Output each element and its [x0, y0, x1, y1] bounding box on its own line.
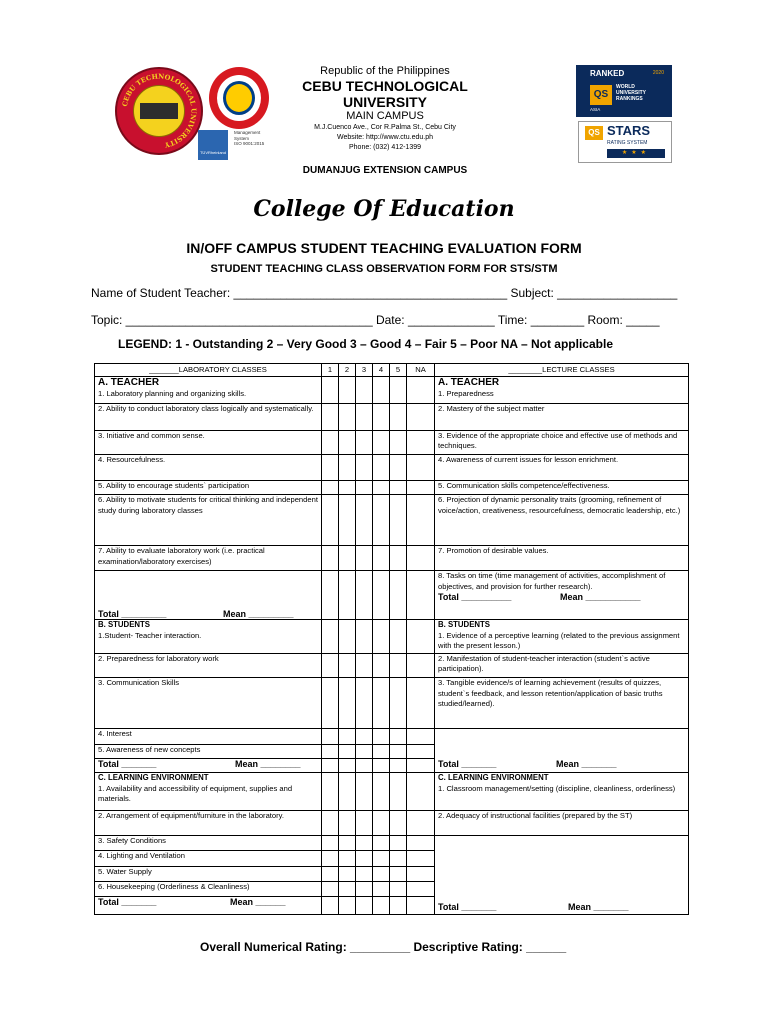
lab-b-item: 2. Preparedness for laboratory work	[95, 653, 322, 678]
website-text: Website: http://www.ctu.edu.ph	[337, 134, 433, 141]
score-cell[interactable]	[373, 571, 390, 620]
score-cell[interactable]	[339, 729, 356, 744]
lec-section-c: C. LEARNING ENVIRONMENT	[438, 773, 549, 783]
table-row	[95, 835, 689, 850]
lec-total-c: Total _______	[438, 901, 497, 912]
score-cell[interactable]	[407, 653, 435, 678]
scale-3: 3	[356, 364, 373, 377]
score-cell[interactable]	[390, 882, 407, 897]
table-row	[95, 377, 689, 404]
score-cell[interactable]	[356, 430, 373, 455]
table-row	[95, 653, 689, 678]
main-campus-text: MAIN CAMPUS	[346, 110, 424, 122]
ranked-label: RANKED	[590, 69, 625, 78]
score-cell[interactable]	[322, 744, 339, 758]
score-cell[interactable]	[407, 835, 435, 850]
lab-c-cell	[95, 773, 322, 811]
score-cell[interactable]	[322, 620, 339, 653]
score-cell[interactable]	[339, 835, 356, 850]
lec-a-item: 2. Mastery of the subject matter	[435, 403, 689, 430]
score-cell[interactable]	[407, 729, 435, 744]
score-cell[interactable]	[390, 430, 407, 455]
score-cell[interactable]	[356, 678, 373, 729]
lab-a-item: 6. Ability to motivate students for critical thinking and independent study during laboratory classes	[95, 495, 322, 546]
qs-mark: QS	[590, 85, 612, 105]
lab-b-item: 4. Interest	[95, 729, 322, 744]
lec-mean-a: Mean ___________	[560, 592, 641, 602]
table-row	[95, 455, 689, 481]
table-row	[95, 811, 689, 836]
topic-line: Topic: _____________________________________ Date: _____________ Time: ________ Room: _____	[91, 313, 660, 327]
score-cell[interactable]	[373, 744, 390, 758]
score-cell[interactable]	[322, 866, 339, 881]
score-cell[interactable]	[339, 480, 356, 494]
score-cell[interactable]	[373, 851, 390, 866]
score-cell[interactable]	[407, 620, 435, 653]
lec-total-b: Total _______	[438, 758, 497, 769]
score-cell[interactable]	[322, 811, 339, 836]
score-cell[interactable]	[322, 455, 339, 481]
score-cell[interactable]	[322, 851, 339, 866]
lab-a-item: 3. Initiative and common sense.	[95, 430, 322, 455]
score-cell[interactable]	[373, 546, 390, 571]
score-cell[interactable]	[390, 811, 407, 836]
score-cell[interactable]	[339, 653, 356, 678]
score-cell[interactable]	[373, 678, 390, 729]
score-cell[interactable]	[322, 546, 339, 571]
score-cell[interactable]	[390, 835, 407, 850]
lab-a-item: 5. Ability to encourage students` participation	[95, 480, 322, 494]
qs-stars-mark: QS	[585, 126, 603, 140]
score-cell[interactable]	[356, 377, 373, 404]
score-cell[interactable]	[356, 546, 373, 571]
score-cell[interactable]	[356, 571, 373, 620]
score-cell[interactable]	[407, 759, 435, 773]
score-cell[interactable]	[322, 678, 339, 729]
score-cell[interactable]	[390, 377, 407, 404]
score-cell[interactable]	[390, 653, 407, 678]
score-cell[interactable]	[373, 759, 390, 773]
score-cell[interactable]	[390, 403, 407, 430]
table-row	[95, 430, 689, 455]
score-cell[interactable]	[356, 866, 373, 881]
score-cell[interactable]	[390, 495, 407, 546]
score-cell[interactable]	[322, 480, 339, 494]
lec-c-item: 2. Adequacy of instructional facilities (prepared by the ST)	[435, 811, 689, 836]
lec-a-item: 1. Preparedness	[438, 389, 494, 399]
lab-c-item: 5. Water Supply	[95, 866, 322, 881]
score-cell[interactable]	[407, 773, 435, 811]
lec-a-last-cell	[435, 571, 689, 620]
lab-c-item: 4. Lighting and Ventilation	[95, 851, 322, 866]
lab-a-item: 7. Ability to evaluate laboratory work (i.e. practical examination/laboratory exercises)	[95, 546, 322, 571]
stars-sub: RATING SYSTEM	[607, 140, 648, 146]
score-cell[interactable]	[407, 744, 435, 758]
lab-total-b: Total _______	[98, 759, 157, 770]
stars-rating: ★★★	[607, 149, 665, 158]
score-cell[interactable]	[339, 897, 356, 915]
rating-legend: LEGEND: 1 - Outstanding 2 – Very Good 3 – Good 4 – Fair 5 – Poor NA – Not applicable	[118, 337, 613, 351]
table-row	[95, 678, 689, 729]
table-row	[95, 480, 689, 494]
lab-b-item: 5. Awareness of new concepts	[95, 744, 322, 758]
lec-b-total-cell	[435, 729, 689, 773]
score-cell[interactable]	[356, 495, 373, 546]
lec-total-a: Total __________	[438, 592, 512, 602]
lab-c-total-cell	[95, 897, 322, 915]
scale-2: 2	[339, 364, 356, 377]
student-teacher-line: Name of Student Teacher: _________________________________________ Subject: __________________	[91, 286, 678, 300]
ranked-year: 2020	[652, 70, 664, 76]
lab-mean-c: Mean ______	[230, 897, 286, 908]
score-cell[interactable]	[339, 620, 356, 653]
lec-b-item: 2. Manifestation of student-teacher interaction (student`s active participation).	[435, 653, 689, 678]
lecture-classes-header: ________LECTURE CLASSES	[435, 364, 689, 377]
score-cell[interactable]	[390, 678, 407, 729]
score-cell[interactable]	[339, 851, 356, 866]
score-cell[interactable]	[407, 897, 435, 915]
score-cell[interactable]	[407, 403, 435, 430]
lec-a-item: 8. Tasks on time (time management of activities, accomplishment of objectives, and provision for further research).	[438, 571, 666, 591]
seal-center	[133, 85, 185, 137]
score-cell[interactable]	[373, 653, 390, 678]
lab-a-total-cell	[95, 571, 322, 620]
lab-a-item: 1. Laboratory planning and organizing skills.	[98, 389, 247, 399]
lec-a-item: 6. Projection of dynamic personality traits (grooming, refinement of voice/action, creativeness, resourcefulness, democratic leadership, etc.)	[435, 495, 689, 546]
table-row	[95, 571, 689, 620]
score-cell[interactable]	[339, 403, 356, 430]
score-cell[interactable]	[322, 403, 339, 430]
score-cell[interactable]	[390, 866, 407, 881]
evaluation-table	[94, 363, 689, 915]
republic-text: Republic of the Philippines	[320, 65, 450, 77]
lab-total-c: Total _______	[98, 897, 157, 908]
university-name: CEBU TECHNOLOGICAL UNIVERSITY	[302, 78, 468, 110]
tuv-label: TÜVRheinland	[199, 150, 226, 155]
college-title: College Of Education	[253, 196, 515, 222]
score-cell[interactable]	[339, 678, 356, 729]
lec-b-item: 1. Evidence of a perceptive learning (related to the previous assignment with the present lesson.)	[438, 630, 680, 651]
score-cell[interactable]	[322, 653, 339, 678]
phone-text: Phone: (032) 412-1399	[349, 144, 421, 151]
score-cell[interactable]	[356, 403, 373, 430]
score-cell[interactable]	[356, 882, 373, 897]
lab-section-c: C. LEARNING ENVIRONMENT	[98, 773, 209, 783]
lec-a-item: 7. Promotion of desirable values.	[435, 546, 689, 571]
form-subtitle: STUDENT TEACHING CLASS OBSERVATION FORM FOR STS/STM	[210, 263, 558, 275]
score-cell[interactable]	[407, 377, 435, 404]
lab-a-cell	[95, 377, 322, 404]
lec-a-item: 3. Evidence of the appropriate choice and effective use of methods and techniques.	[435, 430, 689, 455]
lec-a-item: 5. Communication skills competence/effectiveness.	[435, 480, 689, 494]
score-cell[interactable]	[373, 455, 390, 481]
score-cell[interactable]	[339, 866, 356, 881]
score-cell[interactable]	[322, 897, 339, 915]
lab-section-a: A. TEACHER	[98, 377, 160, 389]
lab-mean-a: Mean _________	[223, 608, 294, 619]
lec-c-item: 1. Classroom management/setting (discipline, cleanliness, orderliness)	[438, 783, 676, 793]
asean-logo	[209, 67, 269, 129]
lec-c-total-cell	[435, 835, 689, 914]
score-cell[interactable]	[322, 495, 339, 546]
score-cell[interactable]	[390, 897, 407, 915]
score-cell[interactable]	[322, 882, 339, 897]
lab-mean-b: Mean ________	[235, 759, 301, 770]
lab-classes-header: _______LABORATORY CLASSES	[95, 364, 322, 377]
lab-c-item: 1. Availability and accessibility of equipment, supplies and materials.	[98, 783, 293, 804]
score-cell[interactable]	[356, 835, 373, 850]
lab-b-cell	[95, 620, 322, 653]
score-cell[interactable]	[339, 546, 356, 571]
score-cell[interactable]	[407, 455, 435, 481]
score-cell[interactable]	[373, 403, 390, 430]
qs-stars-badge	[578, 121, 672, 163]
score-cell[interactable]	[390, 546, 407, 571]
score-cell[interactable]	[390, 851, 407, 866]
score-cell[interactable]	[322, 729, 339, 744]
asia-label: ASIA	[590, 107, 601, 112]
wur-text: WORLD UNIVERSITY RANKINGS	[616, 84, 647, 102]
score-cell[interactable]	[407, 851, 435, 866]
score-cell[interactable]	[356, 759, 373, 773]
score-cell[interactable]	[390, 773, 407, 811]
score-cell[interactable]	[390, 620, 407, 653]
letterhead	[0, 0, 768, 175]
lab-c-item: 2. Arrangement of equipment/furniture in the laboratory.	[95, 811, 322, 836]
score-cell[interactable]	[407, 882, 435, 897]
score-cell[interactable]	[356, 744, 373, 758]
score-cell[interactable]	[339, 571, 356, 620]
score-cell[interactable]	[373, 773, 390, 811]
score-cell[interactable]	[339, 811, 356, 836]
lab-a-item: 2. Ability to conduct laboratory class logically and systematically.	[95, 403, 322, 430]
lec-a-cell	[435, 377, 689, 404]
score-cell[interactable]	[373, 430, 390, 455]
score-cell[interactable]	[390, 744, 407, 758]
score-cell[interactable]	[339, 744, 356, 758]
score-cell[interactable]	[373, 897, 390, 915]
form-title: IN/OFF CAMPUS STUDENT TEACHING EVALUATION FORM	[186, 240, 582, 256]
lec-b-cell	[435, 620, 689, 653]
overall-rating-line: Overall Numerical Rating: _________ Descriptive Rating: ______	[200, 940, 567, 954]
score-cell[interactable]	[339, 882, 356, 897]
seal-text: CEBU TECHNOLOGICAL UNIVERSITY	[120, 72, 198, 149]
lab-c-item: 3. Safety Conditions	[95, 835, 322, 850]
address-text: M.J.Cuenco Ave., Cor R.Palma St., Cebu City	[314, 124, 456, 131]
table-row	[95, 495, 689, 546]
tuv-text: Management System ISO 9001:2015	[234, 130, 265, 146]
lec-mean-c: Mean _______	[568, 901, 629, 912]
scale-1: 1	[322, 364, 339, 377]
score-cell[interactable]	[356, 480, 373, 494]
score-cell[interactable]	[407, 678, 435, 729]
score-cell[interactable]	[407, 495, 435, 546]
score-cell[interactable]	[390, 455, 407, 481]
lec-section-b: B. STUDENTS	[438, 620, 490, 630]
score-cell[interactable]	[390, 571, 407, 620]
stars-label: STARS	[607, 123, 651, 138]
lab-c-item: 6. Housekeeping (Orderliness & Cleanliness)	[95, 882, 322, 897]
score-cell[interactable]	[407, 866, 435, 881]
score-cell[interactable]	[373, 811, 390, 836]
score-cell[interactable]	[322, 377, 339, 404]
score-cell[interactable]	[339, 495, 356, 546]
extension-campus: DUMANJUG EXTENSION CAMPUS	[302, 165, 468, 176]
score-cell[interactable]	[407, 430, 435, 455]
lab-total-a: Total _________	[98, 608, 167, 619]
score-cell[interactable]	[373, 480, 390, 494]
score-cell[interactable]	[356, 851, 373, 866]
score-cell[interactable]	[356, 620, 373, 653]
score-cell[interactable]	[373, 729, 390, 744]
university-seal-logo	[115, 67, 203, 155]
tuv-certification-logo	[196, 128, 278, 162]
score-cell[interactable]	[373, 377, 390, 404]
score-cell[interactable]	[339, 377, 356, 404]
lec-a-item: 4. Awareness of current issues for lesson enrichment.	[435, 455, 689, 481]
score-cell[interactable]	[339, 759, 356, 773]
score-cell[interactable]	[356, 811, 373, 836]
lec-mean-b: Mean _______	[556, 758, 617, 769]
score-cell[interactable]	[390, 759, 407, 773]
lec-section-a: A. TEACHER	[438, 377, 500, 389]
table-row	[95, 729, 689, 744]
lab-section-b: B. STUDENTS	[98, 620, 150, 630]
qs-ranked-badge	[576, 65, 672, 117]
scale-4: 4	[373, 364, 390, 377]
lab-b-item: 1.Student- Teacher interaction.	[98, 630, 202, 640]
scale-na: NA	[407, 364, 435, 377]
score-cell[interactable]	[339, 773, 356, 811]
score-cell[interactable]	[407, 811, 435, 836]
score-cell[interactable]	[356, 455, 373, 481]
score-cell[interactable]	[373, 620, 390, 653]
lec-b-item: 3. Tangible evidence/s of learning achievement (results of quizzes, student`s feedback, and lesson retention/application of basic truths studied/learned).	[435, 678, 689, 729]
table-row	[95, 773, 689, 811]
score-cell[interactable]	[373, 882, 390, 897]
table-row	[95, 403, 689, 430]
table-header-row	[95, 364, 689, 377]
lab-a-item: 4. Resourcefulness.	[95, 455, 322, 481]
score-cell[interactable]	[407, 480, 435, 494]
score-cell[interactable]	[356, 653, 373, 678]
score-cell[interactable]	[356, 773, 373, 811]
score-cell[interactable]	[356, 729, 373, 744]
lec-c-cell	[435, 773, 689, 811]
score-cell[interactable]	[390, 729, 407, 744]
lab-b-total-cell	[95, 759, 322, 773]
scale-5: 5	[390, 364, 407, 377]
lab-b-item: 3. Communication Skills	[95, 678, 322, 729]
university-info	[270, 65, 500, 177]
score-cell[interactable]	[322, 571, 339, 620]
score-cell[interactable]	[407, 571, 435, 620]
score-cell[interactable]	[356, 897, 373, 915]
score-cell[interactable]	[322, 759, 339, 773]
score-cell[interactable]	[322, 773, 339, 811]
score-cell[interactable]	[390, 480, 407, 494]
score-cell[interactable]	[322, 430, 339, 455]
score-cell[interactable]	[407, 546, 435, 571]
score-cell[interactable]	[339, 455, 356, 481]
score-cell[interactable]	[373, 835, 390, 850]
score-cell[interactable]	[373, 495, 390, 546]
table-row	[95, 546, 689, 571]
score-cell[interactable]	[339, 430, 356, 455]
table-row	[95, 620, 689, 653]
score-cell[interactable]	[322, 835, 339, 850]
score-cell[interactable]	[373, 866, 390, 881]
